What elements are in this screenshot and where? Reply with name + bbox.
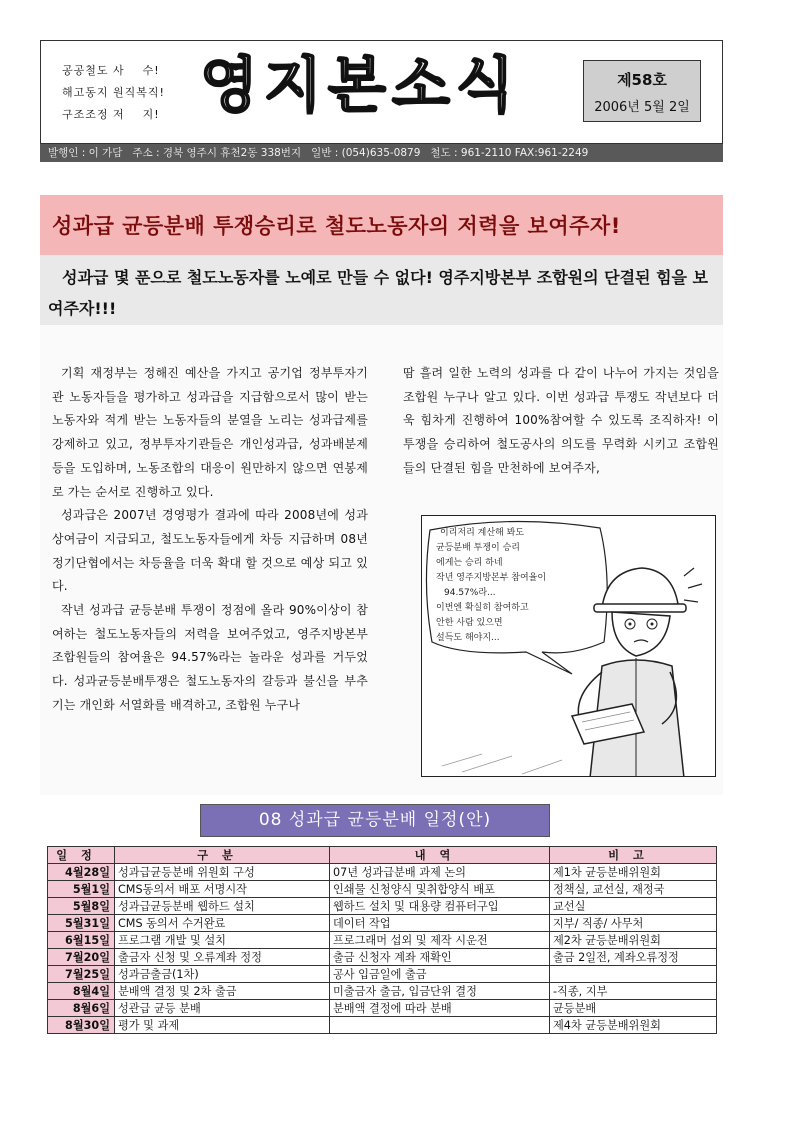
cell-details: 인쇄물 신청양식 및취합양식 배포 [330,881,550,898]
cell-category: 성관급 균등 분배 [115,1000,330,1017]
cell-details [330,1017,550,1034]
table-row [48,932,717,949]
cell-category: 성과급균등분배 위원회 구성 [115,864,330,881]
column-header-remarks: 비고 [550,847,717,864]
cell-date: 5월8일 [48,898,115,915]
cell-category: 출금자 신청 및 오류계좌 정정 [115,949,330,966]
table-row [48,966,717,983]
cell-details: 공사 입금일에 출금 [330,966,550,983]
cell-category: 분배액 결정 및 2차 출금 [115,983,330,1000]
cartoon-illustration [421,515,716,777]
speech-line: 균등분배 투쟁이 승리 [436,543,520,553]
cell-category: CMS 동의서 수거완료 [115,915,330,932]
cell-category: 성과금출금(1차) [115,966,330,983]
cell-date: 8월6일 [48,1000,115,1017]
subheadline: 성과급 몇 푼으로 철도노동자를 노예로 만들 수 없다! 영주지방본부 조합원의 단결된 힘을 보여주자!!! [48,268,709,318]
slogan-list [62,60,192,126]
cell-date: 8월4일 [48,983,115,1000]
table-row [48,1017,717,1034]
column-header-date: 일정 [48,847,115,864]
speech-line: 이리저리 계산해 봐도 [440,528,524,538]
cell-date: 5월1일 [48,881,115,898]
issue-date: 2006년 5월 2일 [594,100,690,115]
cell-remarks: -직종, 지부 [550,983,717,1000]
issue-box [583,60,701,122]
cell-details: 웹하드 설치 및 대용량 컴퓨터구입 [330,898,550,915]
table-row [48,983,717,1000]
cell-category: 프로그램 개발 및 설치 [115,932,330,949]
speech-line: 작년 영주지방본부 참여율이 [436,573,547,583]
table-row [48,864,717,881]
cell-details: 미출금자 출금, 입금단위 결정 [330,983,550,1000]
cell-date: 7월25일 [48,966,115,983]
article-paragraph: 기획 재정부는 정해진 예산을 가지고 공기업 정부투자기관 노동자들을 평가하고 성과급을 지급함으로서 많이 받는 노동자와 적게 받는 노동자들의 분열을 노리는 성과급제를 강제하고 있고, 정부투자기관들은 개인성과급, 성과배분제 등을 도입하며, 노동조합의 대응이 원만하지 않으면 연봉제로 가는 순서로 진행하고 있다. [52,366,368,499]
cell-remarks: 제4차 균등분배위원회 [550,1017,717,1034]
headline: 성과급 균등분배 투쟁승리로 철도노동자의 저력을 보여주자! [52,214,621,238]
cell-remarks [550,966,717,983]
table-row [48,949,717,966]
article-paragraph: 땀 흘려 일한 노력의 성과를 다 같이 나누어 가지는 것임을 조합원 누구나 알고 있다. 이번 성과급 투쟁도 작년보다 더욱 힘차게 진행하여 100%참여할 수 있도록 조직하자! 이 투쟁을 승리하여 철도공사의 의도를 무력화 시키고 조합원들의 단결된 힘을 만천하에 보여주자, [403,366,719,475]
cell-details: 07년 성과급분배 과제 논의 [330,864,550,881]
column-header-category: 구분 [115,847,330,864]
cell-remarks: 제2차 균등분배위원회 [550,932,717,949]
column-header-details: 내역 [330,847,550,864]
cell-category: 성과급균등분배 웹하드 설치 [115,898,330,915]
table-row [48,898,717,915]
publisher-info-bar: 발행인 : 이 가담 주소 : 경북 영주시 휴천2동 338번지 일반 : (054)635-0879 철도 : 961-2110 FAX:961-2249 [40,144,723,162]
cell-remarks: 제1차 균등분배위원회 [550,864,717,881]
speech-line: 94.57%라... [444,588,496,598]
cell-details: 데이터 작업 [330,915,550,932]
schedule-rows [48,864,717,1034]
speech-line: 에게는 승리 하네 [436,558,503,568]
article-paragraph: 성과급은 2007년 경영평가 결과에 따라 2008년에 성과상여금이 지급되고, 철도노동자들에게 차등 지급하며 08년 정기단협에서는 차등율을 더욱 확대 할 것으로 예상 되고 있다. [52,508,368,594]
speech-line: 설득도 해야지... [436,633,500,643]
speech-bubble [436,526,606,666]
cell-details: 프로그래머 섭외 및 제작 시운전 [330,932,550,949]
cell-details: 출금 신청자 계좌 재확인 [330,949,550,966]
cell-date: 8월30일 [48,1017,115,1034]
schedule-table [47,846,717,1034]
article-right-column [403,362,719,481]
cell-date: 5월31일 [48,915,115,932]
speech-line: 이번엔 확실히 참여하고 [436,603,529,613]
cell-details: 분배액 결정에 따라 분배 [330,1000,550,1017]
cell-date: 6월15일 [48,932,115,949]
newsletter-title: 영지본소식 [200,51,520,121]
speech-line: 안한 사람 있으면 [436,618,503,628]
slogan: 구조조정 저 지! [62,108,160,121]
cell-remarks: 정책실, 교선실, 재정국 [550,881,717,898]
cell-date: 7월20일 [48,949,115,966]
cell-remarks: 균등분배 [550,1000,717,1017]
schedule-title: 08 성과급 균등분배 일정(안) [200,804,550,837]
table-row [48,1000,717,1017]
article-left-column [52,362,368,718]
cell-remarks: 교선실 [550,898,717,915]
slogan: 해고동지 원직복직! [62,86,165,99]
cell-date: 4월28일 [48,864,115,881]
table-header-row [48,847,717,864]
table-row [48,881,717,898]
cell-remarks: 출금 2일전, 계좌오류정정 [550,949,717,966]
slogan: 공공철도 사 수! [62,64,160,77]
table-row [48,915,717,932]
cell-category: CMS동의서 배포 서명시작 [115,881,330,898]
article-paragraph: 작년 성과급 균등분배 투쟁이 정점에 올라 90%이상이 참여하는 철도노동자들의 저력을 보여주었고, 영주지방본부 조합원들의 참여율은 94.57%라는 놀라운 성과를 거두었다. 성과균등분배투쟁은 철도노동자의 갈등과 불신을 부추기는 개인화 서열화를 배격하고, 조합원 누구나 [52,603,368,712]
cell-remarks: 지부/ 직종/ 사무처 [550,915,717,932]
cell-category: 평가 및 과제 [115,1017,330,1034]
issue-number: 제58호 [617,71,667,89]
